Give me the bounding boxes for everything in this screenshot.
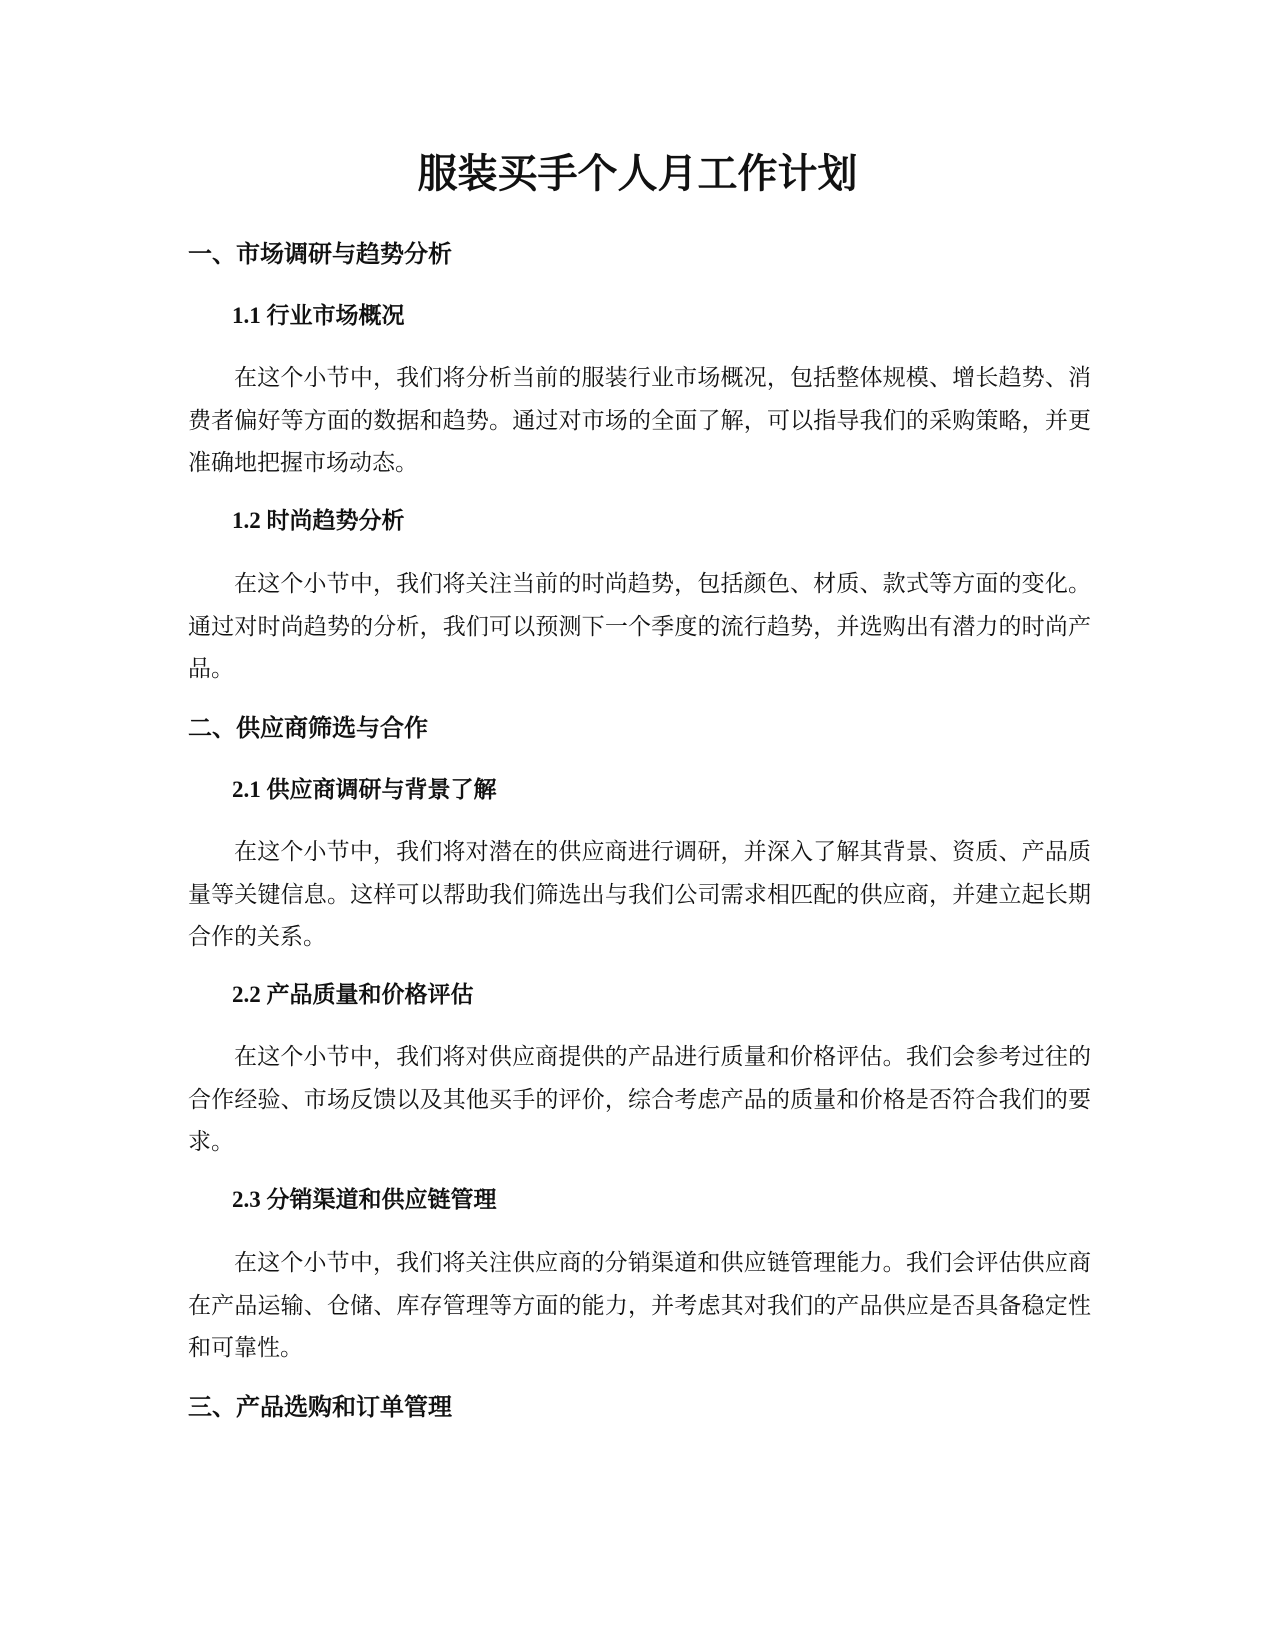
- paragraph-2-1: 在这个小节中，我们将对潜在的供应商进行调研，并深入了解其背景、资质、产品质量等关键信息。这样可以帮助我们筛选出与我们公司需求相匹配的供应商，并建立起长期合作的关系。: [188, 839, 1091, 949]
- paragraph-1-1: 在这个小节中，我们将分析当前的服装行业市场概况，包括整体规模、增长趋势、消费者偏好等方面的数据和趋势。通过对市场的全面了解，可以指导我们的采购策略，并更准确地把握市场动态。: [188, 365, 1091, 475]
- subsection-heading-2-2: 2.2 产品质量和价格评估: [232, 982, 474, 1007]
- paragraph-1-2: 在这个小节中，我们将关注当前的时尚趋势，包括颜色、材质、款式等方面的变化。通过对时尚趋势的分析，我们可以预测下一个季度的流行趋势，并选购出有潜力的时尚产品。: [188, 571, 1091, 681]
- subsection-heading-2-1: 2.1 供应商调研与背景了解: [232, 777, 497, 802]
- section-heading-3: 三、产品选购和订单管理: [188, 1393, 452, 1421]
- subsection-heading-1-2: 1.2 时尚趋势分析: [232, 508, 405, 533]
- paragraph-2-2: 在这个小节中，我们将对供应商提供的产品进行质量和价格评估。我们会参考过往的合作经验、市场反馈以及其他买手的评价，综合考虑产品的质量和价格是否符合我们的要求。: [188, 1044, 1091, 1154]
- subsection-heading-1-1: 1.1 行业市场概况: [232, 303, 405, 328]
- document-title: 服装买手个人月工作计划: [417, 151, 858, 197]
- paragraph-2-3: 在这个小节中，我们将关注供应商的分销渠道和供应链管理能力。我们会评估供应商在产品运输、仓储、库存管理等方面的能力，并考虑其对我们的产品供应是否具备稳定性和可靠性。: [188, 1250, 1091, 1360]
- section-heading-1: 一、市场调研与趋势分析: [188, 240, 452, 268]
- section-heading-2: 二、供应商筛选与合作: [188, 714, 428, 742]
- subsection-heading-2-3: 2.3 分销渠道和供应链管理: [232, 1187, 497, 1212]
